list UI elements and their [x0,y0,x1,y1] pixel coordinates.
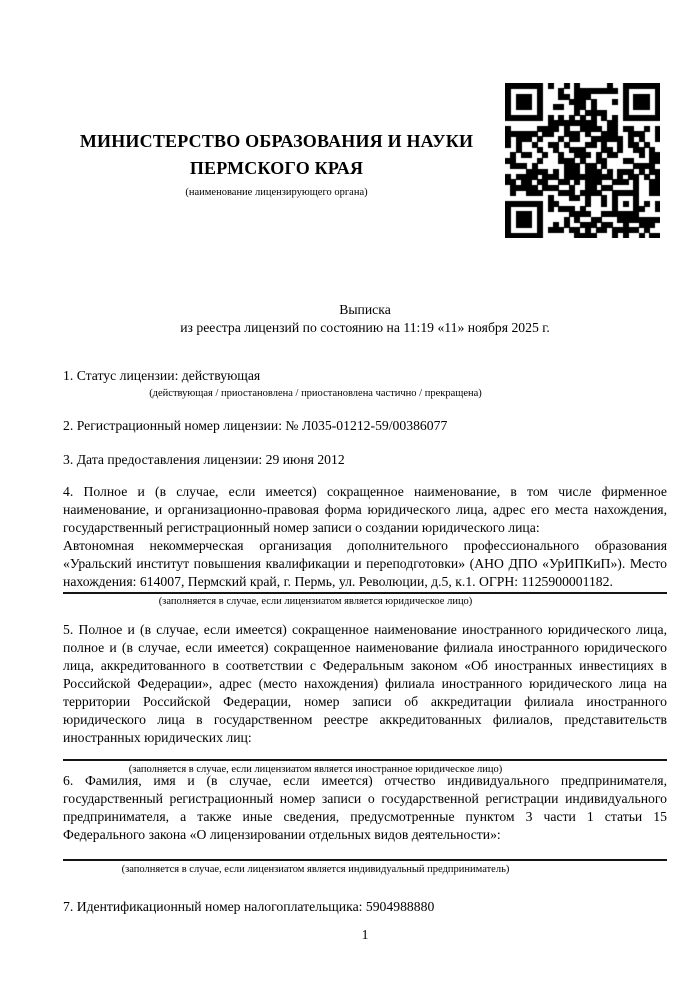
item-7-taxpayer-id: 7. Идентификационный номер налогоплательщика: 5904988880 [63,899,435,914]
document-title-line2: из реестра лицензий по состоянию на 11:19 «11» ноября 2025 г. [180,320,550,335]
item-4-label: 4. Полное и (в случае, если имеется) сокращенное наименование, в том числе фирменное наименование, и организационно-правовая форма юридического лица, адрес его места нахождения, государственный регистрационный номер записи о создании юридического лица: [63,484,667,535]
licensing-authority-header [63,128,490,199]
item-1-note-wrap [63,387,667,400]
item-2-registration-number: 2. Регистрационный номер лицензии: № Л035-01212-59/00386077 [63,418,448,433]
item-4-note: (заполняется в случае, если лицензиатом является юридическое лицо) [158,596,473,607]
item-5-note: (заполняется в случае, если лицензиатом является иностранное юридическое лицо) [128,764,503,775]
document-title [63,301,667,337]
ministry-name-line1: МИНИСТЕРСТВО ОБРАЗОВАНИЯ И НАУКИ [79,131,474,151]
item-3-grant-date: 3. Дата предоставления лицензии: 29 июня 2012 [63,452,345,467]
item-6-individual-entrepreneur [63,772,667,876]
item-4-value: Автономная некоммерческая организация дополнительного профессионального образования «Уральский институт повышения квалификации и переподготовки» (АНО ДПО «УрИПКиП»). Место нахождения: 614007, Пермский край, г. Пермь, ул. Революции, д.5, к.1. ОГРН: 1125900001182. [63,538,667,589]
item-6-note: (заполняется в случае, если лицензиатом является индивидуальный предприниматель) [121,864,510,875]
item-6-label: 6. Фамилия, имя и (в случае, если имеется) отчество индивидуального предпринимателя, государственный регистрационный номер записи о государственной регистрации индивидуального предпринимателя, а также иные сведения, предусмотренные пунктом 3 части 1 статьи 15 Федерального закона «О лицензировании отдельных видов деятельности»: [63,773,667,842]
item-5-label: 5. Полное и (в случае, если имеется) сокращенное наименование иностранного юридического лица, полное и (в случае, если имеется) сокращенное наименование филиала иностранного юридического лица, аккредитованного в соответствии с Федеральным законом «Об иностранных инвестициях в Российской Федерации», адрес (место нахождения) филиала иностранного юридического лица на территории Российской Федерации, номер записи об аккредитации филиала иностранного юридического лица в государственном реестре аккредитованных филиалов, представительств иностранных юридических лиц: [63,622,667,745]
document-title-line1: Выписка [339,302,391,317]
authority-caption: (наименование лицензирующего органа) [185,187,368,198]
item-5-fill-line [63,759,667,761]
item-1-note: (действующая / приостановлена / приостановлена частично / прекращена) [149,388,482,399]
ministry-name-line2: ПЕРМСКОГО КРАЯ [189,158,364,178]
item-1-license-status: 1. Статус лицензии: действующая [63,368,261,383]
item-5-foreign-entity [63,621,667,776]
item-4-fill-line [63,592,667,594]
qr-code [505,83,660,238]
item-4-legal-entity [63,483,667,608]
item-6-fill-line [63,859,667,861]
page-number: 1 [361,927,369,942]
